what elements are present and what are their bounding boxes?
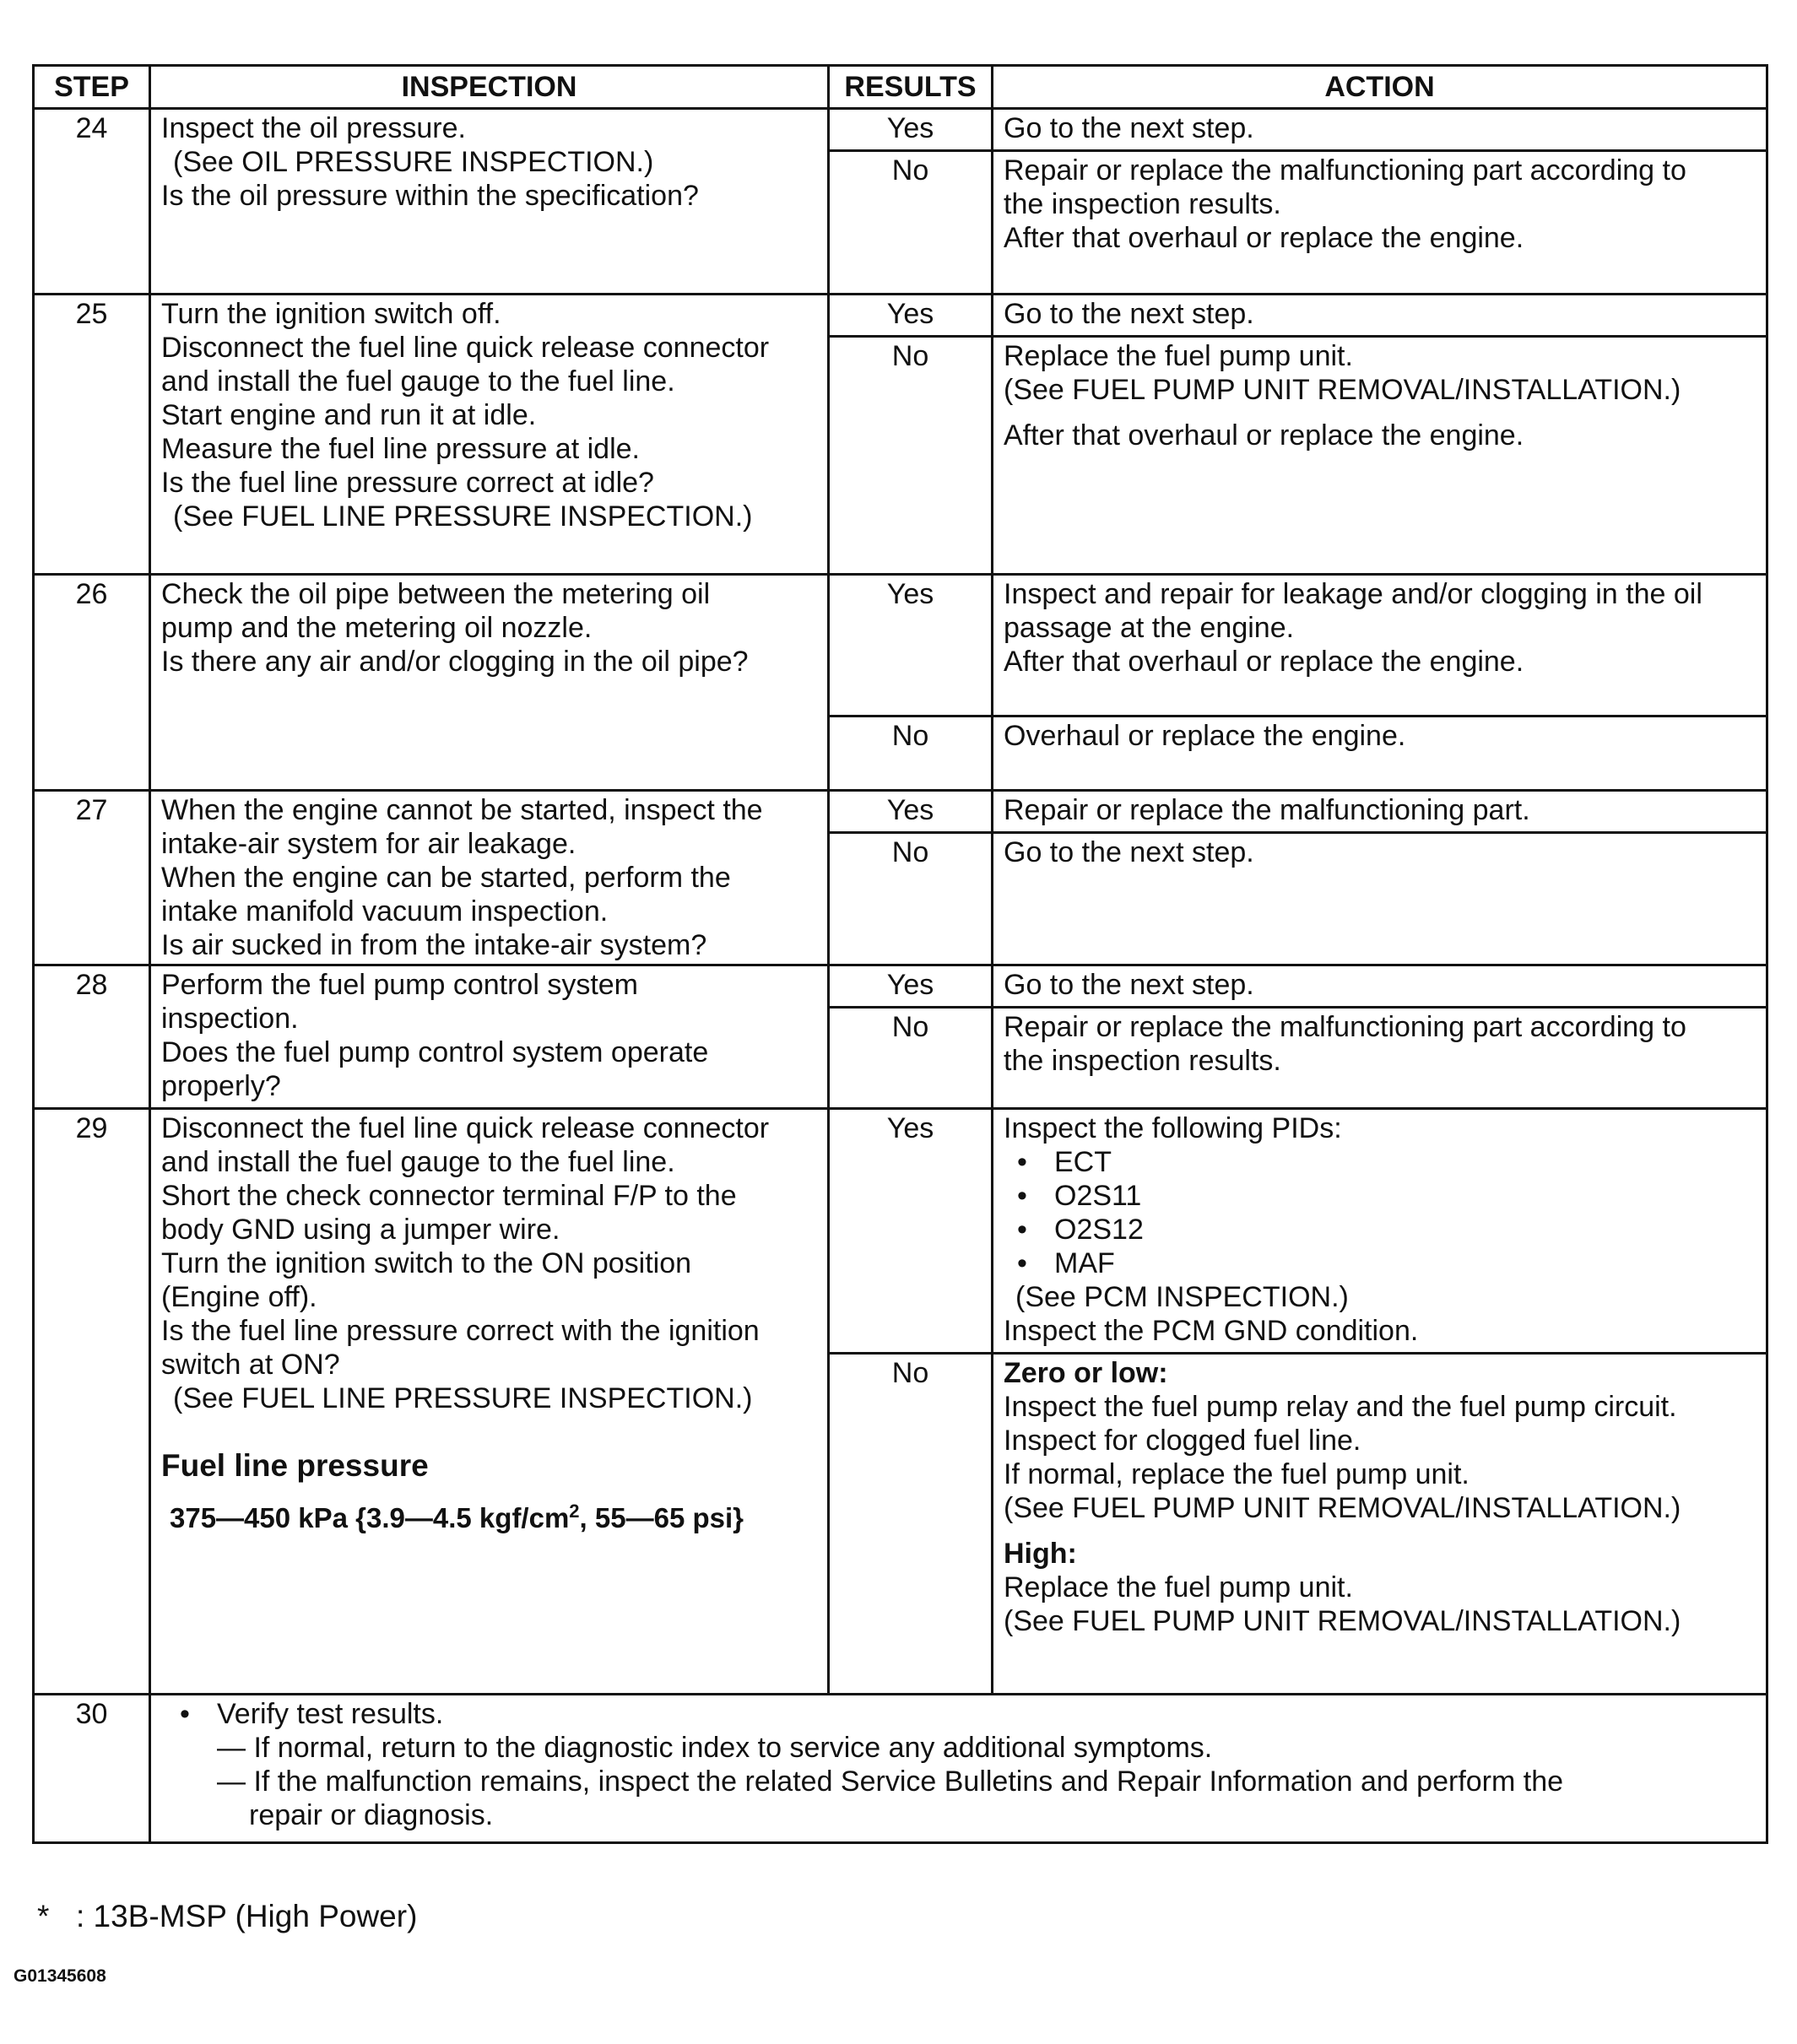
action-line: After that overhaul or replace the engine. bbox=[1004, 222, 1524, 254]
step-number: 24 bbox=[34, 109, 150, 295]
result-yes: Yes bbox=[829, 575, 993, 716]
action-line: Repair or replace the malfunctioning part. bbox=[1004, 794, 1530, 826]
result-yes: Yes bbox=[829, 965, 993, 1008]
step-inspection bbox=[150, 109, 829, 295]
header-inspection: INSPECTION bbox=[150, 66, 829, 109]
action-line: Go to the next step. bbox=[1004, 836, 1254, 869]
verify-subitem: — If the malfunction remains, inspect the related Service Bulletins and Repair Information and perform the bbox=[217, 1766, 1564, 1798]
action-line: Inspect for clogged fuel line. bbox=[1004, 1425, 1361, 1457]
inspection-line: Start engine and run it at idle. bbox=[161, 399, 537, 431]
action-no bbox=[993, 1008, 1767, 1109]
table-row bbox=[34, 575, 1767, 716]
step-inspection bbox=[150, 295, 829, 575]
action-line: (See FUEL PUMP UNIT REMOVAL/INSTALLATION.) bbox=[1004, 374, 1681, 406]
action-yes bbox=[993, 1109, 1767, 1354]
pid-item bbox=[1004, 1246, 1756, 1280]
action-line: Inspect and repair for leakage and/or clogging in the oil bbox=[1004, 578, 1702, 610]
action-subheading: High: bbox=[1004, 1538, 1077, 1570]
header-results: RESULTS bbox=[829, 66, 993, 109]
action-line: Go to the next step. bbox=[1004, 112, 1254, 144]
inspection-line: (See OIL PRESSURE INSPECTION.) bbox=[173, 146, 654, 178]
inspection-line: Short the check connector terminal F/P to the bbox=[161, 1180, 737, 1212]
table-row bbox=[34, 1109, 1767, 1354]
footnote-text: : 13B-MSP (High Power) bbox=[76, 1899, 418, 1933]
spacer bbox=[1004, 1525, 1756, 1537]
table-row bbox=[34, 109, 1767, 151]
action-line: Overhaul or replace the engine. bbox=[1004, 720, 1406, 752]
bullet-icon: • bbox=[1017, 1146, 1027, 1178]
result-no: No bbox=[829, 1354, 993, 1695]
action-line: Repair or replace the malfunctioning part according to bbox=[1004, 154, 1686, 187]
action-line: (See FUEL PUMP UNIT REMOVAL/INSTALLATION.) bbox=[1004, 1605, 1681, 1637]
inspection-line: Inspect the oil pressure. bbox=[161, 112, 466, 144]
inspection-line: intake manifold vacuum inspection. bbox=[161, 895, 609, 927]
step-number: 28 bbox=[34, 965, 150, 1109]
action-line: the inspection results. bbox=[1004, 1045, 1281, 1077]
step-inspection bbox=[150, 965, 829, 1109]
figure-code: G01345608 bbox=[14, 1966, 106, 1986]
action-yes bbox=[993, 791, 1767, 833]
inspection-line: intake-air system for air leakage. bbox=[161, 828, 576, 860]
action-line: Repair or replace the malfunctioning part according to bbox=[1004, 1011, 1686, 1043]
diagnostic-table bbox=[32, 64, 1768, 1844]
table-row bbox=[34, 965, 1767, 1008]
verify-subitem-continued: repair or diagnosis. bbox=[249, 1799, 494, 1831]
bullet-icon: • bbox=[1017, 1247, 1027, 1279]
step-inspection bbox=[150, 1109, 829, 1695]
result-no: No bbox=[829, 151, 993, 295]
bullet-icon: • bbox=[1017, 1180, 1027, 1212]
spacer bbox=[1004, 407, 1756, 419]
pid-label: O2S11 bbox=[1054, 1180, 1142, 1212]
action-line: (See FUEL PUMP UNIT REMOVAL/INSTALLATION.) bbox=[1004, 1492, 1681, 1524]
asterisk: * bbox=[37, 1899, 50, 1933]
pid-item bbox=[1004, 1179, 1756, 1213]
inspection-line: Does the fuel pump control system operate bbox=[161, 1036, 709, 1068]
inspection-line: pump and the metering oil nozzle. bbox=[161, 612, 593, 644]
action-no bbox=[993, 833, 1767, 965]
inspection-line: Is there any air and/or clogging in the oil pipe? bbox=[161, 646, 749, 678]
inspection-line: Measure the fuel line pressure at idle. bbox=[161, 433, 640, 465]
step-number: 26 bbox=[34, 575, 150, 791]
action-line: After that overhaul or replace the engine. bbox=[1004, 646, 1524, 678]
action-line: Inspect the following PIDs: bbox=[1004, 1112, 1342, 1144]
result-yes: Yes bbox=[829, 295, 993, 337]
table-row bbox=[34, 295, 1767, 337]
bullet-icon: • bbox=[1017, 1214, 1027, 1246]
bullet-icon: • bbox=[180, 1698, 190, 1730]
spec-superscript: 2 bbox=[569, 1501, 580, 1522]
pid-label: O2S12 bbox=[1054, 1214, 1144, 1246]
action-no bbox=[993, 1354, 1767, 1695]
step-number: 25 bbox=[34, 295, 150, 575]
inspection-line: When the engine cannot be started, inspect the bbox=[161, 794, 763, 826]
action-yes bbox=[993, 575, 1767, 716]
action-line: After that overhaul or replace the engine. bbox=[1004, 419, 1524, 452]
inspection-line: Is the fuel line pressure correct at idle? bbox=[161, 467, 654, 499]
table-header-row bbox=[34, 66, 1767, 109]
result-no: No bbox=[829, 337, 993, 575]
result-yes: Yes bbox=[829, 109, 993, 151]
inspection-line: Disconnect the fuel line quick release connector bbox=[161, 332, 770, 364]
inspection-line: (Engine off). bbox=[161, 1281, 317, 1313]
result-no: No bbox=[829, 833, 993, 965]
inspection-line: Check the oil pipe between the metering oil bbox=[161, 578, 711, 610]
action-line: Inspect the PCM GND condition. bbox=[1004, 1315, 1419, 1347]
inspection-line: properly? bbox=[161, 1070, 281, 1102]
step-number: 30 bbox=[34, 1695, 150, 1843]
inspection-line: inspection. bbox=[161, 1003, 299, 1035]
action-yes bbox=[993, 109, 1767, 151]
spec-value-tail: , 55—65 psi} bbox=[579, 1502, 744, 1533]
header-action: ACTION bbox=[993, 66, 1767, 109]
result-no: No bbox=[829, 1008, 993, 1109]
spec-title: Fuel line pressure bbox=[161, 1448, 429, 1483]
inspection-line: When the engine can be started, perform the bbox=[161, 862, 731, 894]
verify-text: Verify test results. bbox=[217, 1698, 444, 1730]
pid-item bbox=[1004, 1213, 1756, 1246]
action-line: Replace the fuel pump unit. bbox=[1004, 1571, 1353, 1603]
table-row bbox=[34, 791, 1767, 833]
action-line: Go to the next step. bbox=[1004, 969, 1254, 1001]
inspection-line: Is the oil pressure within the specification? bbox=[161, 180, 699, 212]
pid-label: ECT bbox=[1054, 1146, 1112, 1178]
diagnostic-procedure bbox=[32, 64, 1766, 1844]
inspection-line: Is the fuel line pressure correct with the ignition bbox=[161, 1315, 760, 1347]
table-row bbox=[34, 1695, 1767, 1843]
action-line: Inspect the fuel pump relay and the fuel pump circuit. bbox=[1004, 1391, 1677, 1423]
header-step: STEP bbox=[34, 66, 150, 109]
verify-subitem: — If normal, return to the diagnostic index to service any additional symptoms. bbox=[217, 1732, 1213, 1764]
inspection-line: body GND using a jumper wire. bbox=[161, 1214, 560, 1246]
action-line: the inspection results. bbox=[1004, 188, 1281, 220]
action-line: Replace the fuel pump unit. bbox=[1004, 340, 1353, 372]
action-subheading: Zero or low: bbox=[1004, 1357, 1168, 1389]
action-line: If normal, replace the fuel pump unit. bbox=[1004, 1458, 1470, 1490]
inspection-line: Disconnect the fuel line quick release connector bbox=[161, 1112, 770, 1144]
inspection-line: and install the fuel gauge to the fuel line. bbox=[161, 365, 675, 397]
step-inspection bbox=[150, 1695, 1767, 1843]
action-no bbox=[993, 151, 1767, 295]
inspection-line: Turn the ignition switch off. bbox=[161, 298, 501, 330]
inspection-line: Perform the fuel pump control system bbox=[161, 969, 639, 1001]
action-line: passage at the engine. bbox=[1004, 612, 1295, 644]
result-no: No bbox=[829, 716, 993, 791]
action-yes bbox=[993, 965, 1767, 1008]
inspection-line: and install the fuel gauge to the fuel line. bbox=[161, 1146, 675, 1178]
inspection-line: Is air sucked in from the intake-air system? bbox=[161, 929, 707, 961]
action-yes bbox=[993, 295, 1767, 337]
step-number: 27 bbox=[34, 791, 150, 965]
pid-label: MAF bbox=[1054, 1247, 1115, 1279]
inspection-line: switch at ON? bbox=[161, 1349, 340, 1381]
pid-item bbox=[1004, 1145, 1756, 1179]
inspection-line: Turn the ignition switch to the ON position bbox=[161, 1247, 692, 1279]
verify-item bbox=[161, 1697, 1756, 1731]
spec-value bbox=[161, 1495, 817, 1535]
action-line: Go to the next step. bbox=[1004, 298, 1254, 330]
result-yes: Yes bbox=[829, 1109, 993, 1354]
action-line: (See PCM INSPECTION.) bbox=[1015, 1281, 1349, 1313]
footnote bbox=[37, 1899, 417, 1934]
result-yes: Yes bbox=[829, 791, 993, 833]
spec-value-main: 375—450 kPa {3.9—4.5 kgf/cm bbox=[170, 1502, 570, 1533]
action-no bbox=[993, 716, 1767, 791]
inspection-line: (See FUEL LINE PRESSURE INSPECTION.) bbox=[173, 500, 753, 533]
step-inspection bbox=[150, 575, 829, 791]
action-no bbox=[993, 337, 1767, 575]
inspection-line: (See FUEL LINE PRESSURE INSPECTION.) bbox=[173, 1382, 753, 1414]
step-number: 29 bbox=[34, 1109, 150, 1695]
step-inspection bbox=[150, 791, 829, 965]
